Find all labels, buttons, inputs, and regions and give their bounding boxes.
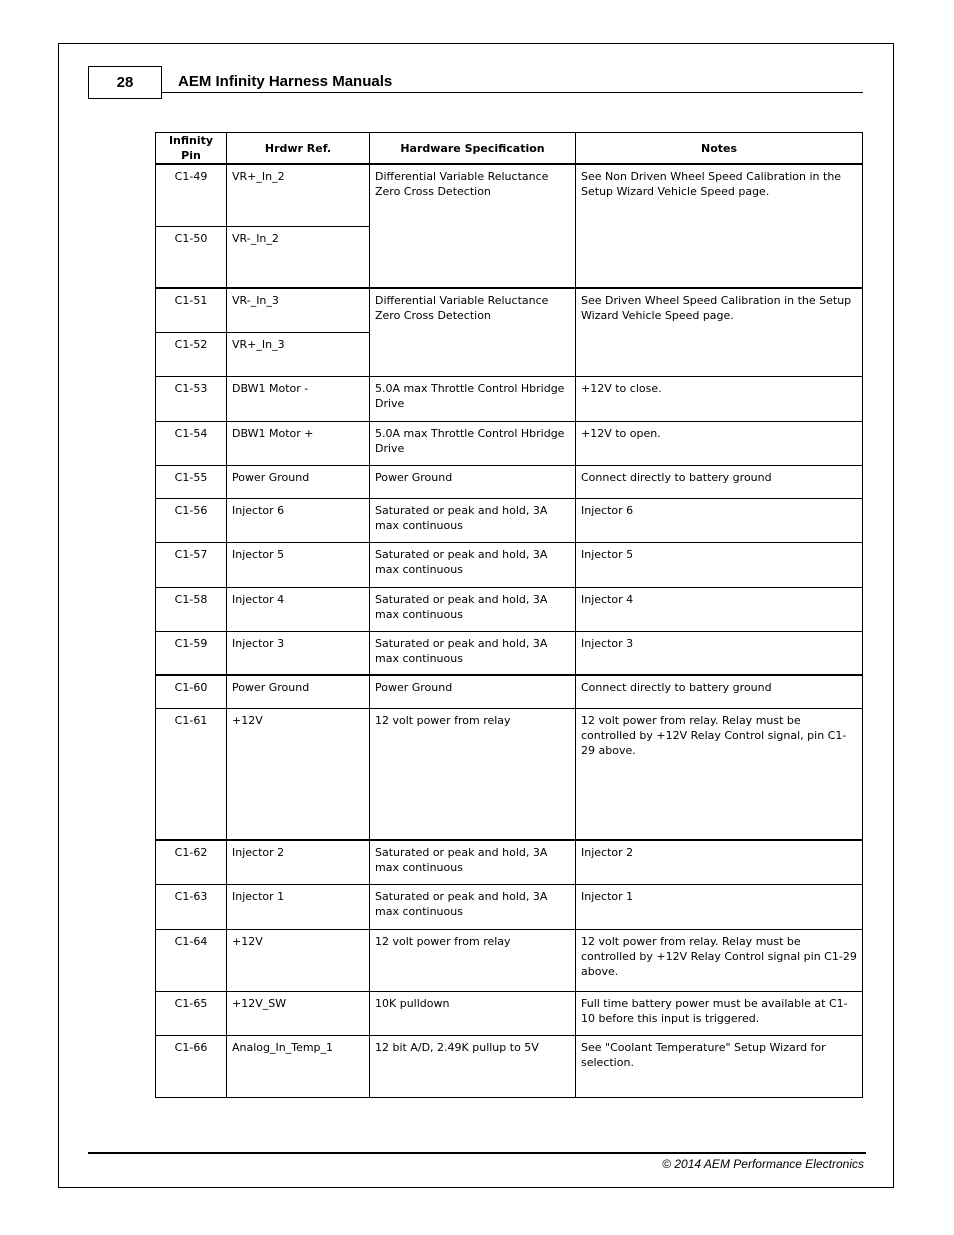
pin-cell: C1-50 xyxy=(156,226,227,288)
pin-cell: C1-63 xyxy=(156,884,227,929)
table-row xyxy=(156,587,863,631)
notes-cell: 12 volt power from relay. Relay must be controlled by +12V Relay Control signal pin C1-29 above. xyxy=(576,929,863,991)
table-row xyxy=(156,675,863,708)
table-row xyxy=(156,631,863,675)
ref-cell: VR-_In_2 xyxy=(227,226,370,288)
notes-cell: 12 volt power from relay. Relay must be controlled by +12V Relay Control signal, pin C1-29 above. xyxy=(576,708,863,840)
notes-cell: Connect directly to battery ground xyxy=(576,675,863,708)
ref-cell: Injector 6 xyxy=(227,498,370,542)
pin-cell: C1-59 xyxy=(156,631,227,675)
table-row xyxy=(156,465,863,498)
pin-cell: C1-61 xyxy=(156,708,227,840)
ref-cell: Injector 3 xyxy=(227,631,370,675)
notes-cell: Connect directly to battery ground xyxy=(576,465,863,498)
pin-cell: C1-65 xyxy=(156,991,227,1035)
copyright-text: © 2014 AEM Performance Electronics xyxy=(662,1157,864,1171)
ref-cell: DBW1 Motor - xyxy=(227,376,370,421)
ref-cell: +12V_SW xyxy=(227,991,370,1035)
pin-cell: C1-52 xyxy=(156,332,227,376)
notes-cell: Injector 1 xyxy=(576,884,863,929)
spec-cell: Saturated or peak and hold, 3A max continuous xyxy=(370,498,576,542)
footer-rule xyxy=(88,1152,866,1154)
ref-cell: DBW1 Motor + xyxy=(227,421,370,465)
table-row xyxy=(156,1035,863,1097)
pin-table xyxy=(155,132,863,1098)
ref-cell: Injector 1 xyxy=(227,884,370,929)
ref-cell: Analog_In_Temp_1 xyxy=(227,1035,370,1097)
header-rule xyxy=(162,92,863,93)
notes-cell: +12V to close. xyxy=(576,376,863,421)
notes-cell: Injector 3 xyxy=(576,631,863,675)
col-header-spec: Hardware Specification xyxy=(370,133,576,165)
spec-cell: Saturated or peak and hold, 3A max continuous xyxy=(370,840,576,884)
notes-cell: Full time battery power must be available at C1-10 before this input is triggered. xyxy=(576,991,863,1035)
spec-cell: 10K pulldown xyxy=(370,991,576,1035)
pin-cell: C1-62 xyxy=(156,840,227,884)
table-header-row xyxy=(156,133,863,165)
notes-cell: See "Coolant Temperature" Setup Wizard for selection. xyxy=(576,1035,863,1097)
col-header-pin: Infinity Pin xyxy=(156,133,227,165)
spec-cell: 12 volt power from relay xyxy=(370,708,576,840)
pin-cell: C1-54 xyxy=(156,421,227,465)
table-row xyxy=(156,840,863,884)
table-row xyxy=(156,708,863,840)
ref-cell: Power Ground xyxy=(227,675,370,708)
spec-cell: Power Ground xyxy=(370,675,576,708)
table-row xyxy=(156,884,863,929)
table-row xyxy=(156,542,863,587)
notes-cell: Injector 5 xyxy=(576,542,863,587)
spec-cell: Saturated or peak and hold, 3A max continuous xyxy=(370,884,576,929)
pin-cell: C1-53 xyxy=(156,376,227,421)
ref-cell: +12V xyxy=(227,929,370,991)
col-header-ref: Hrdwr Ref. xyxy=(227,133,370,165)
spec-cell: Differential Variable Reluctance Zero Cross Detection xyxy=(370,164,576,288)
table-row xyxy=(156,498,863,542)
ref-cell: +12V xyxy=(227,708,370,840)
pin-cell: C1-49 xyxy=(156,164,227,226)
ref-cell: VR-_In_3 xyxy=(227,288,370,332)
notes-cell: Injector 6 xyxy=(576,498,863,542)
table-row xyxy=(156,376,863,421)
pin-cell: C1-64 xyxy=(156,929,227,991)
spec-cell: Saturated or peak and hold, 3A max continuous xyxy=(370,631,576,675)
notes-cell: Injector 4 xyxy=(576,587,863,631)
table-row xyxy=(156,929,863,991)
notes-cell: +12V to open. xyxy=(576,421,863,465)
manual-title: AEM Infinity Harness Manuals xyxy=(178,73,393,90)
ref-cell: Injector 4 xyxy=(227,587,370,631)
pin-cell: C1-56 xyxy=(156,498,227,542)
pin-cell: C1-60 xyxy=(156,675,227,708)
ref-cell: Injector 2 xyxy=(227,840,370,884)
ref-cell: Injector 5 xyxy=(227,542,370,587)
table-row xyxy=(156,288,863,332)
spec-cell: Power Ground xyxy=(370,465,576,498)
table-row xyxy=(156,164,863,226)
col-header-notes: Notes xyxy=(576,133,863,165)
pin-cell: C1-57 xyxy=(156,542,227,587)
pin-cell: C1-55 xyxy=(156,465,227,498)
pin-cell: C1-66 xyxy=(156,1035,227,1097)
spec-cell: Saturated or peak and hold, 3A max continuous xyxy=(370,587,576,631)
table-row xyxy=(156,991,863,1035)
ref-cell: VR+_In_2 xyxy=(227,164,370,226)
notes-cell: See Non Driven Wheel Speed Calibration in the Setup Wizard Vehicle Speed page. xyxy=(576,164,863,288)
spec-cell: 5.0A max Throttle Control Hbridge Drive xyxy=(370,376,576,421)
spec-cell: Differential Variable Reluctance Zero Cross Detection xyxy=(370,288,576,376)
notes-cell: Injector 2 xyxy=(576,840,863,884)
spec-cell: 12 bit A/D, 2.49K pullup to 5V xyxy=(370,1035,576,1097)
spec-cell: Saturated or peak and hold, 3A max continuous xyxy=(370,542,576,587)
ref-cell: Power Ground xyxy=(227,465,370,498)
pin-cell: C1-58 xyxy=(156,587,227,631)
page-number: 28 xyxy=(88,66,162,99)
ref-cell: VR+_In_3 xyxy=(227,332,370,376)
notes-cell: See Driven Wheel Speed Calibration in the Setup Wizard Vehicle Speed page. xyxy=(576,288,863,376)
spec-cell: 12 volt power from relay xyxy=(370,929,576,991)
pin-cell: C1-51 xyxy=(156,288,227,332)
table-row xyxy=(156,421,863,465)
spec-cell: 5.0A max Throttle Control Hbridge Drive xyxy=(370,421,576,465)
